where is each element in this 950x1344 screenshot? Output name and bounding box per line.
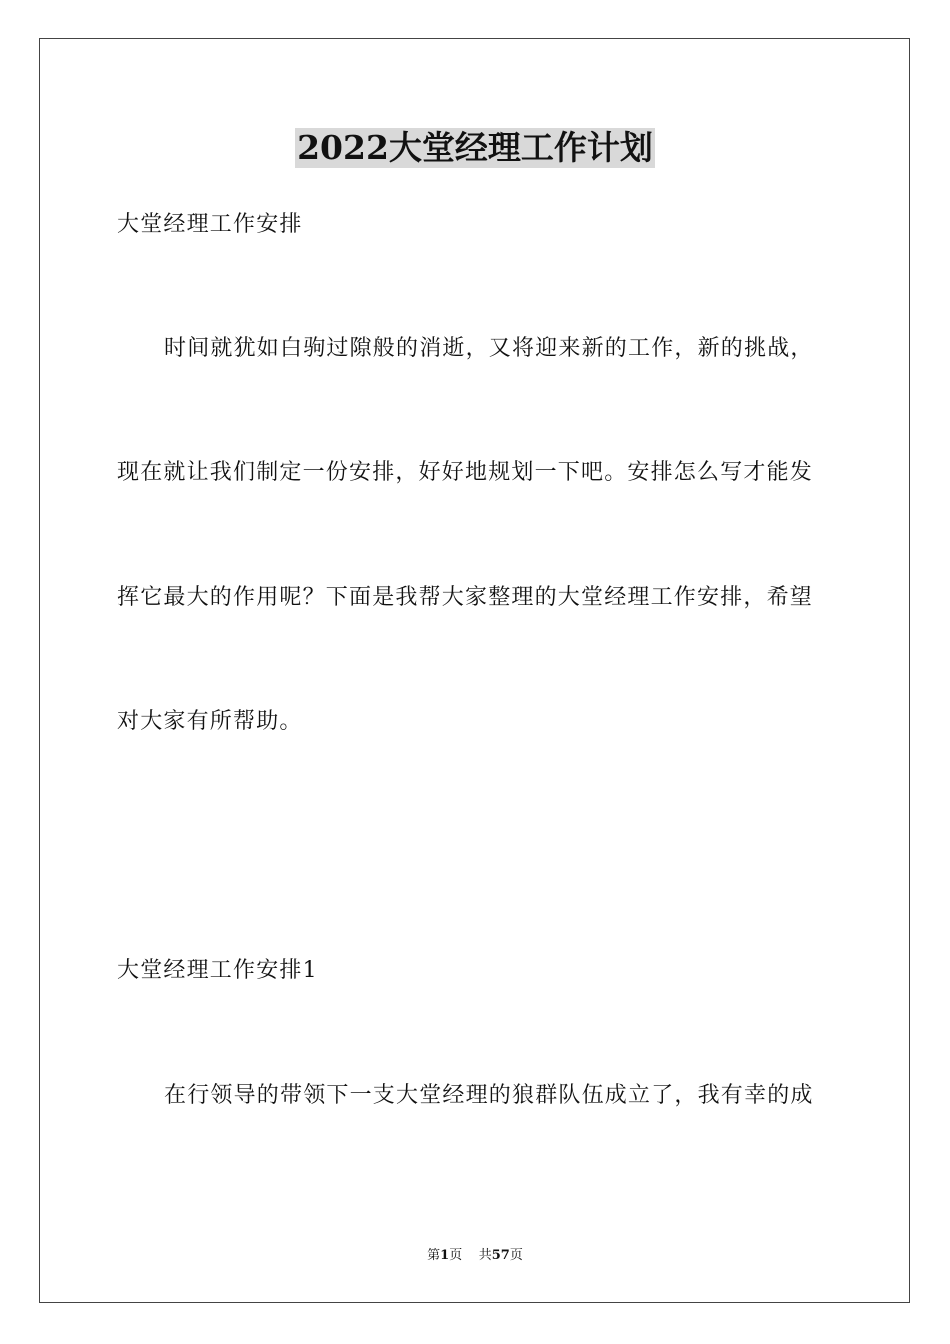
page-number: 1 xyxy=(440,1248,450,1263)
paragraph-line: 在行领导的带领下一支大堂经理的狼群队伍成立了，我有幸的成 xyxy=(164,1083,814,1108)
section-heading: 大堂经理工作安排 xyxy=(117,212,303,237)
section-heading: 大堂经理工作安排1 xyxy=(117,958,318,983)
paragraph-line: 对大家有所帮助。 xyxy=(117,709,303,734)
paragraph-line: 时间就犹如白驹过隙般的消逝，又将迎来新的工作，新的挑战， xyxy=(164,336,814,361)
page-footer xyxy=(0,1248,950,1264)
document-title: 2022大堂经理工作计划 xyxy=(297,128,653,167)
total-suffix: 页 xyxy=(509,1248,523,1263)
paragraph-line: 挥它最大的作用呢？下面是我帮大家整理的大堂经理工作安排，希望 xyxy=(117,585,814,610)
paragraph-line: 现在就让我们制定一份安排，好好地规划一下吧。安排怎么写才能发 xyxy=(117,460,814,485)
total-prefix: 共 xyxy=(478,1248,492,1263)
page-prefix: 第 xyxy=(427,1248,441,1263)
title-container xyxy=(0,128,950,168)
total-pages: 57 xyxy=(491,1248,510,1263)
page-suffix: 页 xyxy=(449,1248,463,1263)
